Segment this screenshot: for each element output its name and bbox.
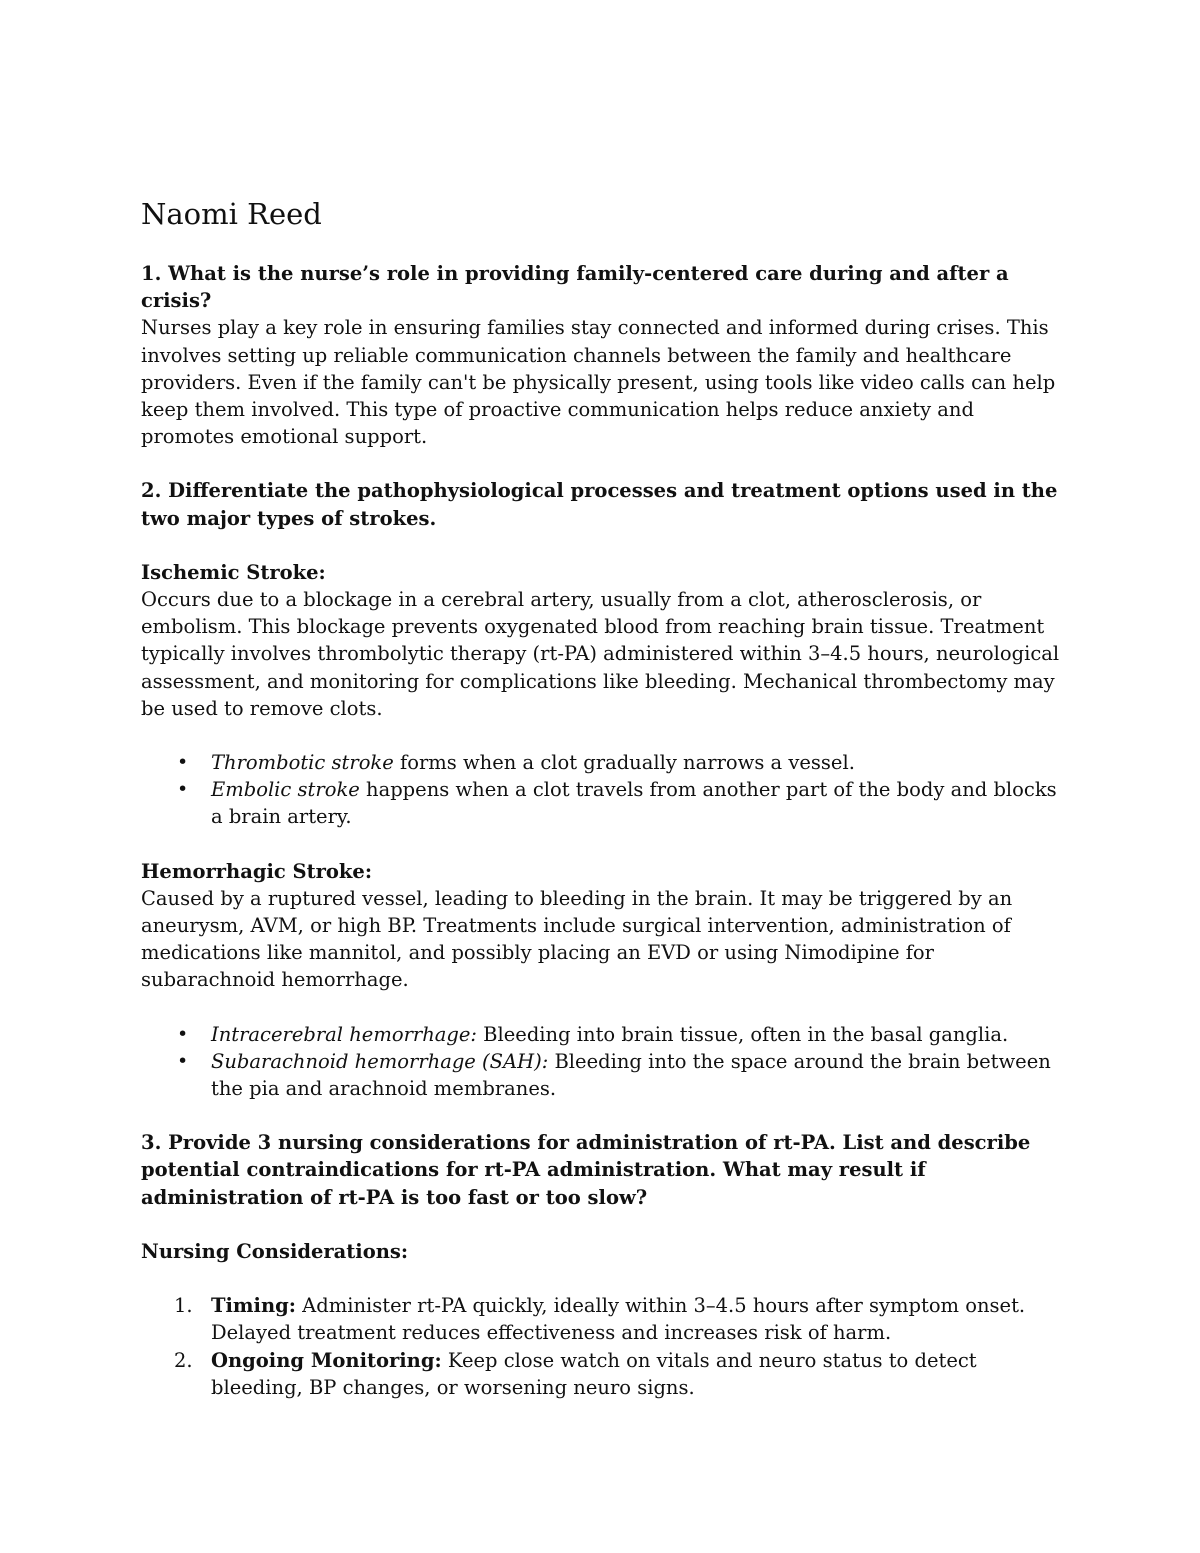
list-item-term: Embolic stroke [211, 778, 360, 802]
list-item-text: forms when a clot gradually narrows a vessel. [393, 751, 855, 775]
question-1: 1. What is the nurse’s role in providing family-centered care during and after a crisis? [141, 262, 1009, 313]
ischemic-heading: Ischemic Stroke: [141, 560, 326, 584]
list-item-term: Ongoing Monitoring: [211, 1348, 442, 1372]
hemorrhagic-heading: Hemorrhagic Stroke: [141, 859, 373, 883]
bullet-icon: • [177, 1049, 189, 1072]
list-item-text: happens when a clot travels from another part of the body and blocks a brain artery. [211, 778, 1057, 829]
list-item [141, 776, 1071, 830]
question-3: 3. Provide 3 nursing considerations for administration of rt-PA. List and describe potential contraindications for rt-PA administration. What may result if administration of rt-PA is too fast or too slow? [141, 1131, 1031, 1209]
ischemic-bullet-list [141, 749, 1071, 831]
list-item-text: Keep close watch on vitals and neuro status to detect bleeding, BP changes, or worsening neuro signs. [211, 1348, 977, 1399]
bullet-icon: • [177, 1022, 189, 1045]
list-item-term: Intracerebral hemorrhage: [211, 1022, 477, 1046]
author-name: Naomi Reed [141, 197, 322, 231]
list-item [141, 1292, 1071, 1346]
list-item-text: Administer rt-PA quickly, ideally within 3–4.5 hours after symptom onset. Delayed treatment reduces effectiveness and increases risk of harm. [211, 1294, 1026, 1345]
list-item-term: Timing: [211, 1294, 296, 1318]
considerations-list [141, 1292, 1071, 1401]
list-item-number: 2. [174, 1348, 193, 1372]
list-item-text: Bleeding into the space around the brain between the pia and arachnoid membranes. [211, 1049, 1051, 1101]
list-item-term: Thrombotic stroke [211, 751, 394, 775]
list-item-term: Subarachnoid hemorrhage (SAH): [211, 1049, 549, 1073]
bullet-icon: • [177, 751, 189, 774]
considerations-heading: Nursing Considerations: [141, 1239, 409, 1263]
document-page [141, 194, 1071, 1401]
hemorrhagic-text: Caused by a ruptured vessel, leading to bleeding in the brain. It may be triggered by an aneurysm, AVM, or high BP. Treatments include surgical intervention, administration of medications like mannitol, and possibly placing an EVD or using Nimodipine for subarachnoid hemorrhage. [141, 886, 1013, 992]
list-item [141, 1048, 1071, 1102]
list-item [141, 749, 1071, 776]
list-item-number: 1. [174, 1294, 193, 1318]
ischemic-text: Occurs due to a blockage in a cerebral artery, usually from a clot, atherosclerosis, or embolism. This blockage prevents oxygenated blood from reaching brain tissue. Treatment typically involves thrombolytic therapy (rt-PA) administered within 3–4.5 hours, neurological assessment, and monitoring for complications like bleeding. Mechanical thrombectomy may be used to remove clots. [141, 588, 1060, 720]
question-2: 2. Differentiate the pathophysiological processes and treatment options used in the two major types of strokes. [141, 479, 1058, 530]
answer-1: Nurses play a key role in ensuring families stay connected and informed during crises. This involves setting up reliable communication channels between the family and healthcare providers. Even if the family can't be physically present, using tools like video calls can help keep them involved. This type of proactive communication helps reduce anxiety and promotes emotional support. [141, 316, 1056, 449]
list-item [141, 1347, 1071, 1401]
hemorrhagic-bullet-list [141, 1021, 1071, 1103]
list-item [141, 1021, 1071, 1048]
bullet-icon: • [177, 778, 189, 801]
list-item-text: Bleeding into brain tissue, often in the basal ganglia. [476, 1022, 1009, 1046]
